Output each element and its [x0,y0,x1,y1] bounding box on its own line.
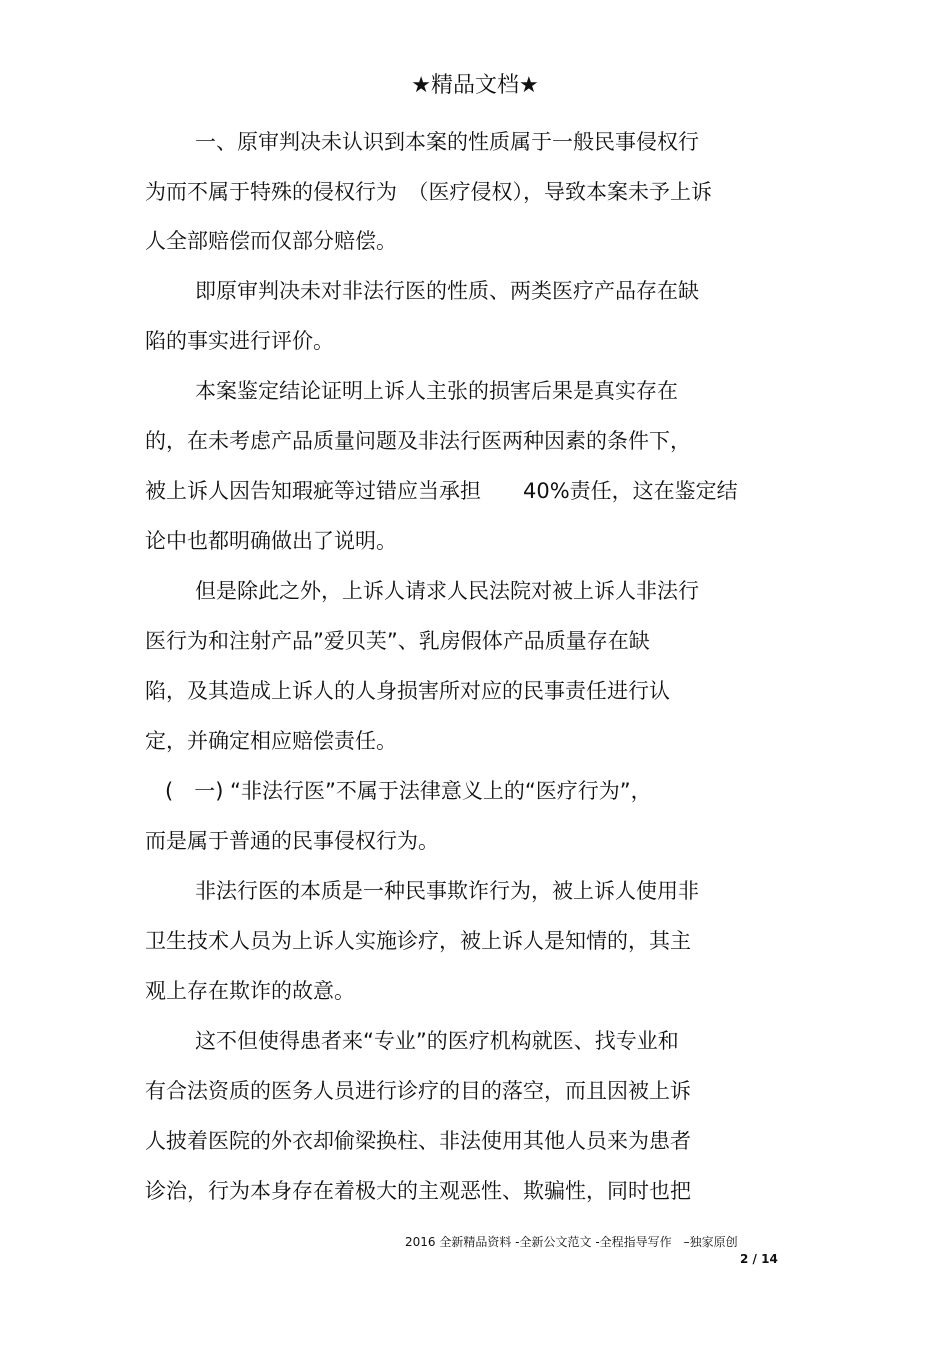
text-line: 观上存在欺诈的故意。 [145,979,355,1003]
page-header-title: ★精品文档★ [411,73,539,98]
text-line: 即原审判决未对非法行医的性质、两类医疗产品存在缺 [195,279,699,303]
text-line: 卫生技术人员为上诉人实施诊疗，被上诉人是知情的，其主 [145,929,691,953]
text-line: 医行为和注射产品”爱贝芙”、乳房假体产品质量存在缺 [145,629,650,653]
text-line: 但是除此之外，上诉人请求人民法院对被上诉人非法行 [195,579,699,603]
text-line: 陷的事实进行评价。 [145,329,334,353]
text-line: 而是属于普通的民事侵权行为。 [145,829,439,853]
text-line: 被上诉人因告知瑕疵等过错应当承担 40%责任，这在鉴定结 [145,479,738,503]
text-line: 非法行医的本质是一种民事欺诈行为，被上诉人使用非 [195,879,699,903]
text-line: 论中也都明确做出了说明。 [145,529,397,553]
text-line: 陷，及其造成上诉人的人身损害所对应的民事责任进行认 [145,679,670,703]
text-line: 诊治，行为本身存在着极大的主观恶性、欺骗性，同时也把 [145,1179,691,1203]
page-number: 2 / 14 [740,1252,778,1266]
text-line: 为而不属于特殊的侵权行为 （医疗侵权），导致本案未予上诉 [145,180,712,204]
text-line: 这不但使得患者来“专业”的医疗机构就医、找专业和 [195,1029,679,1053]
text-line: 的，在未考虑产品质量问题及非法行医两种因素的条件下， [145,429,691,453]
text-line: 定，并确定相应赔偿责任。 [145,729,397,753]
text-line: 人全部赔偿而仅部分赔偿。 [145,229,397,253]
page-footer-text: 2016 全新精品资料 -全新公文范文 -全程指导写作 –独家原创 [405,1235,738,1249]
text-line: ( 一) “非法行医”不属于法律意义上的“医疗行为”， [165,779,652,803]
text-line: 一、原审判决未认识到本案的性质属于一般民事侵权行 [195,130,699,154]
text-line: 人披着医院的外衣却偷梁换柱、非法使用其他人员来为患者 [145,1129,691,1153]
text-line: 有合法资质的医务人员进行诊疗的目的落空，而且因被上诉 [145,1079,691,1103]
text-line: 本案鉴定结论证明上诉人主张的损害后果是真实存在 [195,379,678,403]
